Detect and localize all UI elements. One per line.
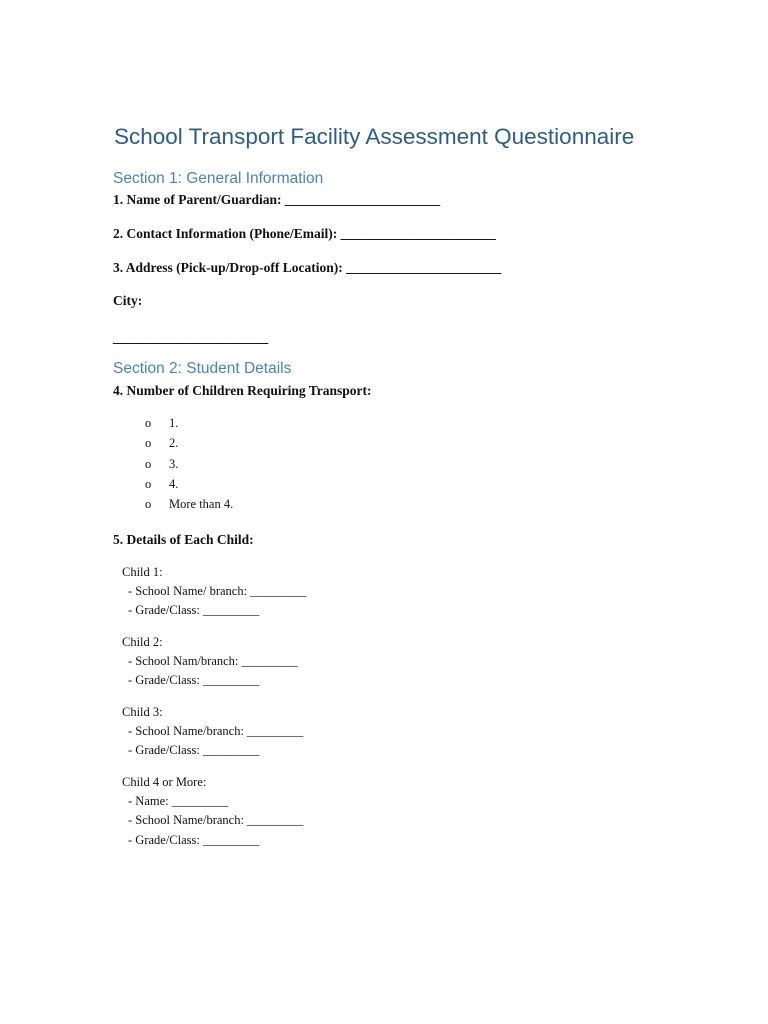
- question-4-number-of-children: 4. Number of Children Requiring Transport:: [113, 383, 372, 398]
- child-2-grade-field: - Grade/Class: _________: [128, 673, 260, 687]
- child-2-school-field: - School Nam/branch: _________: [128, 654, 298, 668]
- section-1-heading: Section 1: General Information: [113, 170, 324, 187]
- child-3-grade-field: - Grade/Class: _________: [128, 743, 260, 757]
- option-label: More than 4.: [169, 497, 234, 511]
- child-4-name-field: - Name: _________: [128, 794, 228, 808]
- option-label: 4.: [169, 477, 179, 491]
- option-bullet-icon: o: [145, 457, 152, 471]
- option-item: [145, 436, 178, 451]
- child-1-school-field: - School Name/ branch: _________: [128, 584, 307, 598]
- option-bullet-icon: o: [145, 497, 152, 511]
- option-bullet-icon: o: [145, 477, 152, 491]
- section-2-heading: Section 2: Student Details: [113, 360, 292, 377]
- option-item: [145, 497, 233, 512]
- option-label: 2.: [169, 436, 179, 450]
- child-3-school-field: - School Name/branch: _________: [128, 724, 304, 738]
- question-3-address: 3. Address (Pick-up/Drop-off Location): _______________________: [113, 260, 502, 275]
- option-item: [145, 416, 178, 431]
- question-2-contact-info: 2. Contact Information (Phone/Email): _______________________: [113, 226, 496, 241]
- child-4-school-field: - School Name/branch: _________: [128, 813, 304, 827]
- option-bullet-icon: o: [145, 416, 152, 430]
- child-2-label: Child 2:: [122, 635, 163, 649]
- option-item: [145, 477, 178, 492]
- page-title: School Transport Facility Assessment Questionnaire: [114, 124, 635, 149]
- option-bullet-icon: o: [145, 436, 152, 450]
- question-1-parent-name: 1. Name of Parent/Guardian: _______________________: [113, 192, 441, 207]
- city-label: City:: [113, 293, 143, 308]
- child-1-label: Child 1:: [122, 565, 163, 579]
- question-5-child-details: 5. Details of Each Child:: [113, 532, 254, 547]
- option-item: [145, 457, 178, 472]
- option-label: 3.: [169, 457, 179, 471]
- child-3-label: Child 3:: [122, 705, 163, 719]
- city-blank-line: _______________________: [113, 330, 269, 345]
- child-1-grade-field: - Grade/Class: _________: [128, 603, 260, 617]
- child-4-label: Child 4 or More:: [122, 775, 207, 789]
- child-4-grade-field: - Grade/Class: _________: [128, 833, 260, 847]
- option-label: 1.: [169, 416, 179, 430]
